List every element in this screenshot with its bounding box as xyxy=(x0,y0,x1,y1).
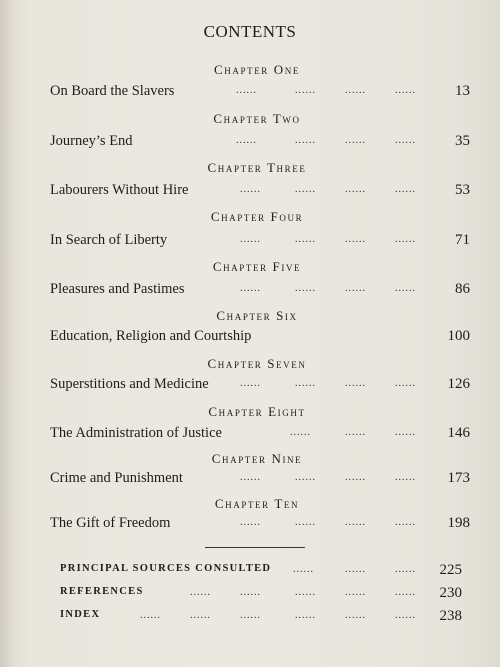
dot-leader: ...... xyxy=(295,378,316,389)
back-matter-entry xyxy=(60,562,470,580)
dot-leader: ...... xyxy=(395,184,416,195)
dot-leader: ...... xyxy=(295,184,316,195)
page-number: 238 xyxy=(439,608,462,624)
chapter-title: The Administration of Justice xyxy=(50,425,222,441)
dot-leader: ...... xyxy=(240,587,261,598)
dot-leader: ...... xyxy=(345,378,366,389)
dot-leader: ...... xyxy=(295,234,316,245)
dot-leader: ...... xyxy=(345,135,366,146)
dot-leader: ...... xyxy=(345,184,366,195)
dot-leader: ...... xyxy=(240,472,261,483)
back-matter-entry xyxy=(60,585,470,603)
chapter-title: Crime and Punishment xyxy=(50,470,183,486)
chapter-heading: Chapter Three xyxy=(207,160,307,175)
dot-leader: ...... xyxy=(295,610,316,621)
page-number: 146 xyxy=(447,425,470,441)
chapter-title: Pleasures and Pastimes xyxy=(50,281,185,297)
back-matter-title: INDEX xyxy=(60,609,101,620)
toc-entry xyxy=(50,281,470,301)
dot-leader: ...... xyxy=(236,85,257,96)
page-number: 71 xyxy=(455,232,470,248)
back-matter-title: REFERENCES xyxy=(60,586,144,597)
dot-leader: ...... xyxy=(395,587,416,598)
chapter-heading: Chapter Nine xyxy=(211,451,303,466)
chapter-title: Education, Religion and Courtship xyxy=(50,328,252,344)
toc-entry xyxy=(50,515,470,535)
dot-leader: ...... xyxy=(240,184,261,195)
chapter-heading: Chapter Four xyxy=(210,209,304,224)
dot-leader: ...... xyxy=(395,234,416,245)
chapter-title: In Search of Liberty xyxy=(50,232,168,248)
dot-leader: ...... xyxy=(295,135,316,146)
dot-leader: ...... xyxy=(345,472,366,483)
dot-leader: ...... xyxy=(295,283,316,294)
chapter-heading: Chapter One xyxy=(214,62,300,77)
dot-leader: ...... xyxy=(295,587,316,598)
dot-leader: ...... xyxy=(345,610,366,621)
page-number: 53 xyxy=(455,182,470,198)
page-edge xyxy=(0,0,14,667)
toc-entry xyxy=(50,182,470,202)
page-number: 225 xyxy=(439,562,462,578)
dot-leader: ...... xyxy=(236,135,257,146)
dot-leader: ...... xyxy=(140,610,161,621)
dot-leader: ...... xyxy=(295,85,316,96)
page-number: 230 xyxy=(439,585,462,601)
dot-leader: ...... xyxy=(345,517,366,528)
toc-entry xyxy=(50,425,470,445)
chapter-title: Journey’s End xyxy=(50,133,133,149)
chapter-heading: Chapter Six xyxy=(216,308,298,323)
chapter-heading: Chapter Two xyxy=(213,111,301,126)
dot-leader: ...... xyxy=(395,564,416,575)
dot-leader: ...... xyxy=(345,564,366,575)
dot-leader: ...... xyxy=(240,378,261,389)
dot-leader: ...... xyxy=(395,135,416,146)
dot-leader: ...... xyxy=(345,587,366,598)
section-divider xyxy=(205,547,305,548)
toc-entry xyxy=(50,133,470,153)
chapter-title: The Gift of Freedom xyxy=(50,515,171,531)
chapter-title: On Board the Slavers xyxy=(50,83,175,99)
dot-leader: ...... xyxy=(345,283,366,294)
chapter-heading: Chapter Seven xyxy=(207,356,307,371)
dot-leader: ...... xyxy=(345,85,366,96)
chapter-heading: Chapter Eight xyxy=(208,404,306,419)
page-number: 13 xyxy=(455,83,470,99)
page-number: 198 xyxy=(447,515,470,531)
chapter-title: Labourers Without Hire xyxy=(50,182,189,198)
toc-entry xyxy=(50,83,470,103)
dot-leader: ...... xyxy=(290,427,311,438)
page-number: 126 xyxy=(447,376,470,392)
dot-leader: ...... xyxy=(295,472,316,483)
toc-entry xyxy=(50,232,470,252)
dot-leader: ...... xyxy=(190,610,211,621)
page-number: 173 xyxy=(447,470,470,486)
dot-leader: ...... xyxy=(240,610,261,621)
chapter-title: Superstitions and Medicine xyxy=(50,376,209,392)
dot-leader: ...... xyxy=(395,283,416,294)
dot-leader: ...... xyxy=(240,283,261,294)
dot-leader: ...... xyxy=(295,517,316,528)
toc-entry xyxy=(50,470,470,490)
dot-leader: ...... xyxy=(395,610,416,621)
page-number: 100 xyxy=(447,328,470,344)
back-matter-entry xyxy=(60,608,470,626)
dot-leader: ...... xyxy=(395,517,416,528)
dot-leader: ...... xyxy=(395,472,416,483)
contents-heading: CONTENTS xyxy=(203,22,297,41)
dot-leader: ...... xyxy=(395,427,416,438)
page-number: 35 xyxy=(455,133,470,149)
dot-leader: ...... xyxy=(395,85,416,96)
dot-leader: ...... xyxy=(345,234,366,245)
dot-leader: ...... xyxy=(293,564,314,575)
dot-leader: ...... xyxy=(345,427,366,438)
toc-entry xyxy=(50,328,470,348)
dot-leader: ...... xyxy=(240,234,261,245)
back-matter-title: PRINCIPAL SOURCES CONSULTED xyxy=(60,563,272,574)
toc-entry xyxy=(50,376,470,396)
chapter-heading: Chapter Five xyxy=(212,259,302,274)
dot-leader: ...... xyxy=(395,378,416,389)
dot-leader: ...... xyxy=(240,517,261,528)
dot-leader: ...... xyxy=(190,587,211,598)
page-number: 86 xyxy=(455,281,470,297)
chapter-heading: Chapter Ten xyxy=(214,496,300,511)
